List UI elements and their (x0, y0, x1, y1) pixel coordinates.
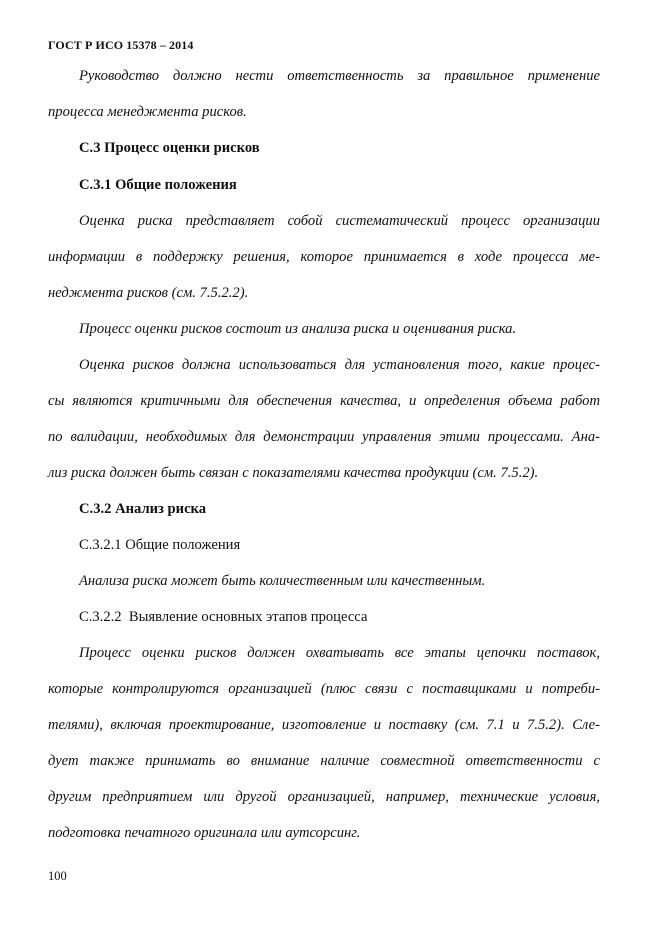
subsection-heading: С.3.1 Общие положения (79, 177, 237, 193)
paragraph-line: дует также принимать во внимание наличие совместной ответственности с (48, 753, 600, 769)
paragraph-line: неджмента рисков (см. 7.5.2.2). (48, 285, 249, 301)
section-heading: С.3 Процесс оценки рисков (79, 140, 260, 156)
paragraph-line: Процесс оценки рисков состоит из анализа риска и оценивания риска. (79, 321, 517, 337)
document-header: ГОСТ Р ИСО 15378 – 2014 (48, 38, 194, 52)
paragraph-line: по валидации, необходимых для демонстрации управления этими процессами. Ана- (48, 429, 600, 445)
paragraph-line: сы являются критичными для обеспечения качества, и определения объема работ (48, 393, 600, 409)
paragraph-line: телями), включая проектирование, изготовление и поставку (см. 7.1 и 7.5.2). Сле- (48, 717, 600, 733)
paragraph-line: лиз риска должен быть связан с показателями качества продукции (см. 7.5.2). (48, 465, 539, 481)
subsection-heading: С.3.2.1 Общие положения (79, 537, 241, 553)
paragraph-line: подготовка печатного оригинала или аутсорсинг. (48, 825, 361, 841)
paragraph-line: Анализа риска может быть количественным или качественным. (79, 573, 486, 589)
paragraph-line: информации в поддержку решения, которое принимается в ходе процесса ме- (48, 249, 600, 265)
page-number: 100 (48, 869, 67, 883)
paragraph-line: Руководство должно нести ответственность за правильное применение (79, 68, 600, 84)
paragraph-line: Процесс оценки рисков должен охватывать все этапы цепочки поставок, (79, 645, 600, 661)
paragraph-line: Оценка рисков должна использоваться для установления того, какие процес- (79, 357, 600, 373)
paragraph-line: которые контролируются организацией (плюс связи с поставщиками и потреби- (48, 681, 600, 697)
subsection-heading: С.3.2.2 Выявление основных этапов процесса (79, 609, 368, 625)
paragraph-line: процесса менеджмента рисков. (48, 104, 247, 120)
paragraph-line: Оценка риска представляет собой систематический процесс организации (79, 213, 600, 229)
subsection-heading: С.3.2 Анализ риска (79, 501, 207, 517)
paragraph-line: другим предприятием или другой организацией, например, технические условия, (48, 789, 600, 805)
